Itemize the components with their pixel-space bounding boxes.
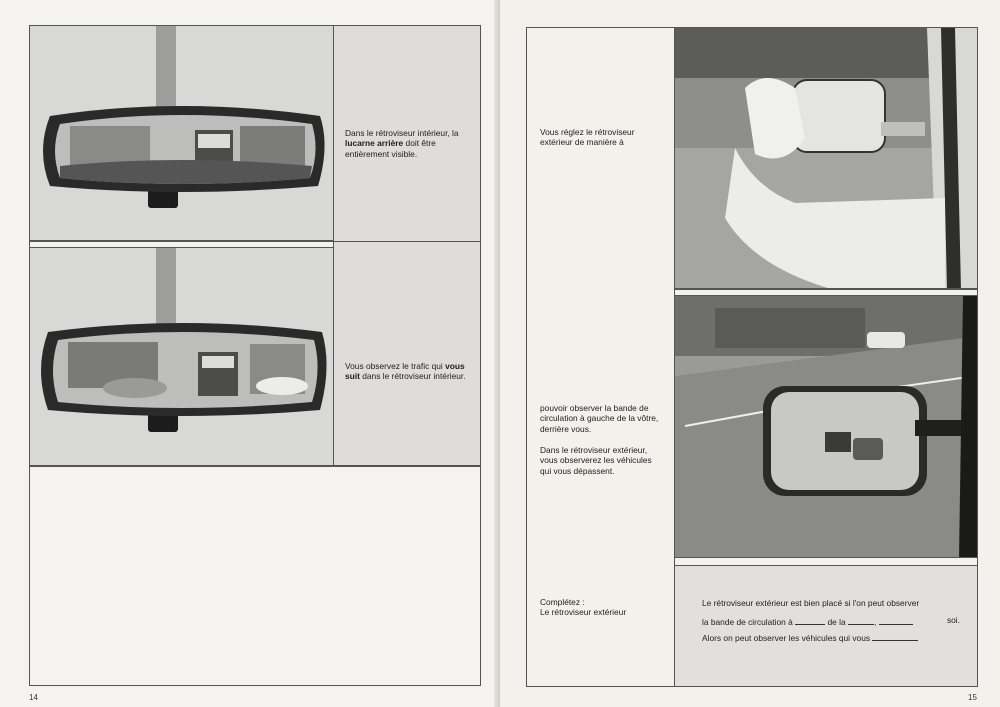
exercise-line-2-part-c: , bbox=[873, 617, 877, 627]
exercise-line-1: Le rétroviseur extérieur est bien placé si l'on peut observer bbox=[702, 598, 920, 608]
exercise-line-3 bbox=[702, 631, 918, 643]
exercise-line-2-part-d: soi. bbox=[946, 615, 960, 625]
interior-mirror-photo-1 bbox=[29, 25, 334, 241]
right-page bbox=[500, 0, 1000, 707]
exercise-line-2-part-b: de la bbox=[827, 617, 846, 627]
blank-field-3[interactable] bbox=[879, 615, 913, 625]
right-caption-2: pouvoir observer la bande de circulation à gauche de la vôtre, derrière vous. bbox=[540, 403, 659, 434]
right-vertical-line bbox=[674, 27, 675, 687]
right-caption-1: Vous réglez le rétroviseur extérieur de manière à bbox=[540, 127, 635, 148]
left-caption-1-bold: lucarne arrière bbox=[345, 138, 404, 149]
left-caption-2-bold: vous suit bbox=[345, 361, 465, 382]
left-caption-2 bbox=[345, 361, 473, 382]
left-divider-line-2 bbox=[29, 466, 481, 467]
exercise-line-3-part-a: Alors on peut observer les véhicules qui vous bbox=[702, 633, 871, 643]
right-divider-line-1 bbox=[674, 289, 978, 290]
blank-field-2[interactable] bbox=[848, 615, 877, 627]
exercise-line-2 bbox=[702, 615, 960, 627]
right-caption-3: Dans le rétroviseur extérieur, vous observerez les véhicules qui vous dépassent. bbox=[540, 445, 652, 476]
exterior-mirror-road-photo bbox=[674, 295, 978, 558]
blank-field-4[interactable] bbox=[872, 631, 918, 641]
left-page-number: 14 bbox=[29, 693, 38, 702]
left-caption-2-end: dans le rétroviseur intérieur. bbox=[359, 371, 466, 382]
left-caption-1 bbox=[345, 128, 470, 159]
left-caption-1-end: doit être entièrement visible. bbox=[345, 138, 436, 159]
blank-field-1[interactable] bbox=[795, 615, 825, 625]
left-caption-column bbox=[333, 25, 481, 466]
interior-mirror-photo-2 bbox=[29, 247, 334, 466]
right-page-number: 15 bbox=[968, 693, 977, 702]
left-caption-1-text: Dans le rétroviseur intérieur, la bbox=[345, 128, 459, 138]
exercise-subject: Le rétroviseur extérieur bbox=[540, 607, 627, 617]
exercise-prompt: Complétez : bbox=[540, 597, 585, 607]
exterior-mirror-adjust-photo bbox=[674, 27, 978, 289]
exercise-line-2-part-a: la bande de circulation à bbox=[702, 617, 793, 627]
left-caption-2-text: Vous observez le trafic qui bbox=[345, 361, 446, 371]
left-divider-line-1 bbox=[29, 241, 481, 242]
